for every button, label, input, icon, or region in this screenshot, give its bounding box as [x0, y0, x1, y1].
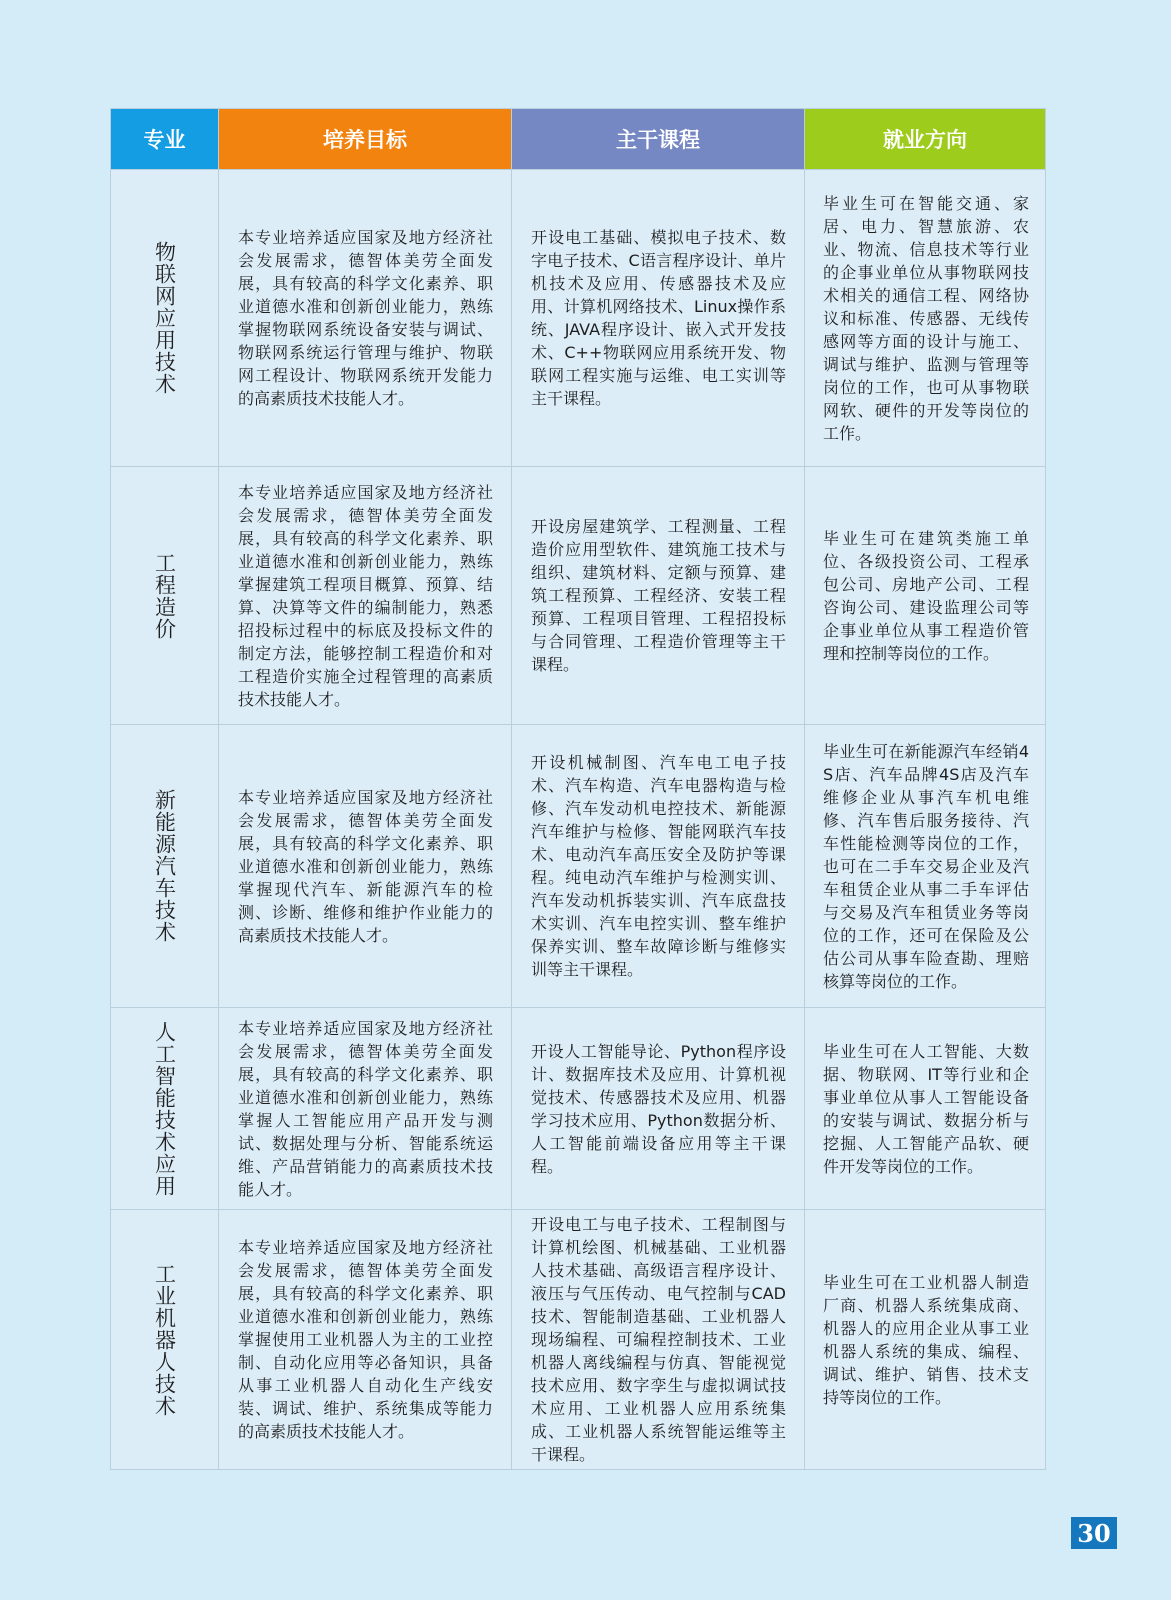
courses-cell: [512, 170, 805, 467]
courses-cell: [512, 1210, 805, 1470]
goal-text: 本专业培养适应国家及地方经济社会发展需求，德智体美劳全面发展，具有较高的科学文化素养、职业道德水准和创新创业能力，熟练掌握物联网系统设备安装与调试、物联网系统运行管理与维护、物联网工程设计、物联网系统开发能力的高素质技术技能人才。: [238, 228, 493, 408]
table-row: [111, 1210, 1046, 1470]
career-cell: [805, 170, 1046, 467]
goal-text: 本专业培养适应国家及地方经济社会发展需求，德智体美劳全面发展，具有较高的科学文化素养、职业道德水准和创新创业能力，熟练掌握人工智能应用产品开发与测试、数据处理与分析、智能系统运维、产品营销能力的高素质技术技能人才。: [238, 1018, 493, 1199]
goal-cell: [219, 170, 512, 467]
goal-cell: [219, 725, 512, 1008]
major-cell: [111, 725, 219, 1008]
table-row: [111, 725, 1046, 1008]
major-cell: [111, 1210, 219, 1470]
major-cell: [111, 467, 219, 725]
career-text: 毕业生可在工业机器人制造厂商、机器人系统集成商、机器人的应用企业从事工业机器人系统的集成、编程、调试、维护、销售、技术支持等岗位的工作。: [823, 1272, 1029, 1407]
career-text: 毕业生可在新能源汽车经销4S店、汽车品牌4S店及汽车维修企业从事汽车机电维修、汽车售后服务接待、汽车性能检测等岗位的工作，也可在二手车交易企业及汽车租赁企业从事二手车评估与交易及汽车租赁业务等岗位的工作，还可在保险及公估公司从事车险查勘、理赔核算等岗位的工作。: [823, 741, 1029, 991]
career-cell: [805, 1008, 1046, 1210]
major-name: 新能源汽车技术: [152, 789, 177, 943]
major-cell: [111, 170, 219, 467]
header-major: 专业: [111, 109, 219, 170]
header-courses: 主干课程: [512, 109, 805, 170]
courses-text: 开设机械制图、汽车电工电子技术、汽车构造、汽车电器构造与检修、汽车发动机电控技术、新能源汽车维护与检修、智能网联汽车技术、电动汽车高压安全及防护等课程。纯电动汽车维护与检测实训、汽车发动机拆装实训、汽车底盘技术实训、汽车电控实训、整车维护保养实训、整车故障诊断与维修实训等主干课程。: [531, 753, 786, 979]
major-name: 人工智能技术应用: [152, 1020, 177, 1197]
courses-cell: [512, 467, 805, 725]
career-cell: [805, 1210, 1046, 1470]
table-row: [111, 170, 1046, 467]
goal-text: 本专业培养适应国家及地方经济社会发展需求，德智体美劳全面发展，具有较高的科学文化素养、职业道德水准和创新创业能力，熟练掌握建筑工程项目概算、预算、结算、决算等文件的编制能力，熟悉招投标过程中的标底及投标文件的制定方法，能够控制工程造价和对工程造价实施全过程管理的高素质技术技能人才。: [238, 482, 493, 709]
table-row: [111, 467, 1046, 725]
major-name: 物联网应用技术: [152, 241, 177, 395]
goal-text: 本专业培养适应国家及地方经济社会发展需求，德智体美劳全面发展，具有较高的科学文化素养、职业道德水准和创新创业能力，熟练掌握使用工业机器人为主的工业控制、自动化应用等必备知识，具备从事工业机器人自动化生产线安装、调试、维护、系统集成等能力的高素质技术技能人才。: [238, 1238, 493, 1441]
courses-text: 开设人工智能导论、Python程序设计、数据库技术及应用、计算机视觉技术、传感器技术及应用、机器学习技术应用、Python数据分析、人工智能前端设备应用等主干课程。: [531, 1041, 786, 1176]
career-text: 毕业生可在人工智能、大数据、物联网、IT等行业和企事业单位从事人工智能设备的安装与调试、数据分析与挖掘、人工智能产品软、硬件开发等岗位的工作。: [823, 1041, 1029, 1176]
page-number: 30: [1071, 1517, 1117, 1549]
career-cell: [805, 725, 1046, 1008]
courses-cell: [512, 725, 805, 1008]
courses-cell: [512, 1008, 805, 1210]
goal-cell: [219, 467, 512, 725]
table-row: [111, 1008, 1046, 1210]
courses-text: 开设电工基础、模拟电子技术、数字电子技术、C语言程序设计、单片机技术及应用、传感器技术及应用、计算机网络技术、Linux操作系统、JAVA程序设计、嵌入式开发技术、C++物联网应用系统开发、物联网工程实施与运维、电工实训等主干课程。: [531, 228, 786, 408]
header-career: 就业方向: [805, 109, 1046, 170]
header-goal: 培养目标: [219, 109, 512, 170]
table-header-row: [111, 109, 1046, 170]
major-name: 工业机器人技术: [152, 1262, 177, 1417]
career-text: 毕业生可在智能交通、家居、电力、智慧旅游、农业、物流、信息技术等行业的企事业单位从事物联网技术相关的通信工程、网络协议和标准、传感器、无线传感网等方面的设计与施工、调试与维护、监测与管理等岗位的工作，也可从事物联网软、硬件的开发等岗位的工作。: [823, 193, 1029, 443]
major-cell: [111, 1008, 219, 1210]
goal-text: 本专业培养适应国家及地方经济社会发展需求，德智体美劳全面发展，具有较高的科学文化素养、职业道德水准和创新创业能力，熟练掌握现代汽车、新能源汽车的检测、诊断、维修和维护作业能力的高素质技术技能人才。: [238, 787, 493, 945]
courses-text: 开设电工与电子技术、工程制图与计算机绘图、机械基础、工业机器人技术基础、高级语言程序设计、液压与气压传动、电气控制与CAD技术、智能制造基础、工业机器人现场编程、可编程控制技术、工业机器人离线编程与仿真、智能视觉技术应用、数字孪生与虚拟调试技术应用、工业机器人应用系统集成、工业机器人系统智能运维等主干课程。: [531, 1215, 786, 1464]
major-name: 工程造价: [152, 551, 177, 640]
career-text: 毕业生可在建筑类施工单位、各级投资公司、工程承包公司、房地产公司、工程咨询公司、建设监理公司等企事业单位从事工程造价管理和控制等岗位的工作。: [823, 528, 1029, 663]
courses-text: 开设房屋建筑学、工程测量、工程造价应用型软件、建筑施工技术与组织、建筑材料、定额与预算、建筑工程预算、工程经济、安装工程预算、工程项目管理、工程招投标与合同管理、工程造价管理等主干课程。: [531, 517, 786, 674]
career-cell: [805, 467, 1046, 725]
majors-table: [110, 108, 1046, 1470]
goal-cell: [219, 1008, 512, 1210]
goal-cell: [219, 1210, 512, 1470]
